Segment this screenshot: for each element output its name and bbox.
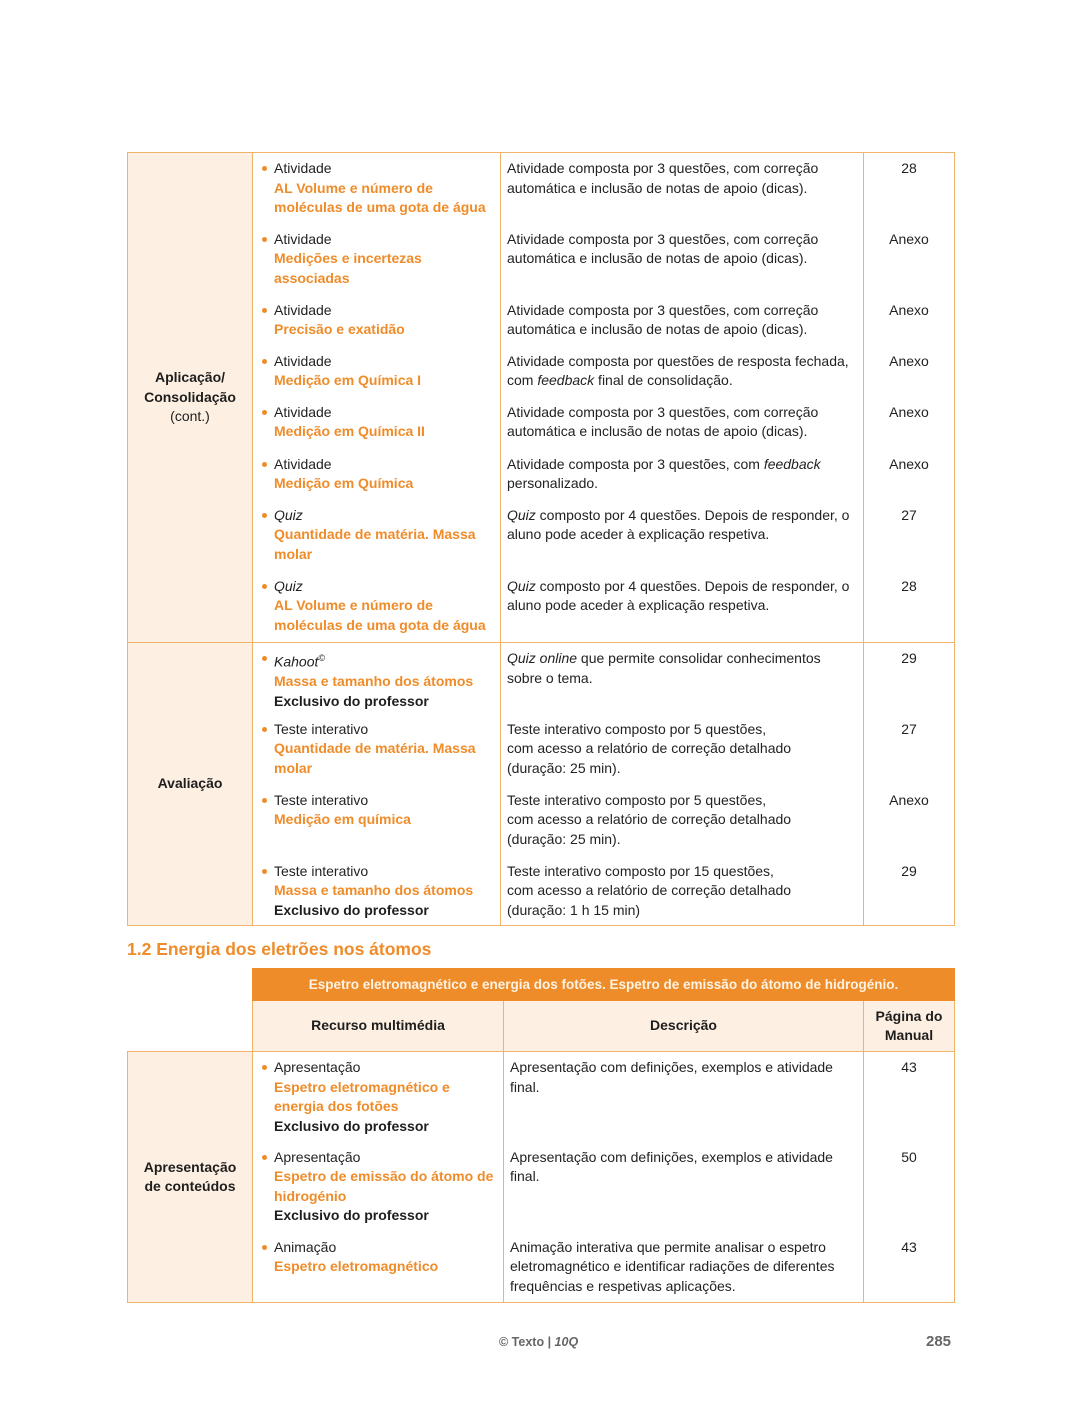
column-header-page xyxy=(864,1001,955,1052)
page-cell xyxy=(864,449,955,500)
category-label: Apresentação xyxy=(143,1158,237,1175)
topic-header: Espetro eletromagnético e energia dos fotões. Espetro de emissão do átomo de hidrogénio. xyxy=(253,969,955,1001)
description xyxy=(507,578,849,614)
list-item xyxy=(259,1148,497,1226)
resource-cell xyxy=(253,714,501,785)
category-label: Aplicação/ xyxy=(154,369,226,386)
resource-title-link[interactable]: Massa e tamanho dos átomos xyxy=(274,882,474,898)
list-item xyxy=(259,1238,497,1277)
resource-cell xyxy=(253,643,501,714)
page-cell xyxy=(864,785,955,856)
page-cell xyxy=(864,295,955,346)
description-cell xyxy=(501,500,864,571)
list-item xyxy=(259,230,494,289)
table-row xyxy=(128,643,955,714)
list-item xyxy=(259,352,494,391)
list-item xyxy=(259,577,494,636)
description-cell xyxy=(504,1052,864,1142)
list-item xyxy=(259,403,494,442)
resource-type: Atividade xyxy=(274,230,332,247)
description-line: Teste interativo composto por 5 questões, xyxy=(507,720,767,737)
exclusive-label: Exclusivo do professor xyxy=(274,1117,429,1134)
description-line: (duração: 25 min). xyxy=(507,830,621,847)
description: Atividade composta por 3 questões, com correção automática e inclusão de notas de apoio (dicas). xyxy=(507,301,819,337)
resource-type: Atividade xyxy=(274,403,332,420)
page-number: Anexo xyxy=(889,403,929,420)
resource-cell xyxy=(253,785,501,856)
resource-title-link[interactable]: Massa e tamanho dos átomos xyxy=(274,673,474,690)
table-row xyxy=(128,1232,955,1303)
description: Atividade composta por 3 questões, com correção automática e inclusão de notas de apoio (dicas). xyxy=(507,160,819,196)
table-row xyxy=(128,397,955,449)
resource-cell xyxy=(253,571,501,643)
resource-type: Teste interativo xyxy=(274,720,369,737)
page-cell xyxy=(864,1142,955,1232)
category-cell xyxy=(128,1052,253,1303)
page-number: 43 xyxy=(901,1238,917,1255)
category-cell xyxy=(128,153,253,643)
footer-copyright xyxy=(499,1335,578,1349)
description-text: final de consolidação. xyxy=(594,372,733,388)
description: Atividade composta por 3 questões, com correção automática e inclusão de notas de apoio (dicas). xyxy=(507,230,819,266)
resource-title-link[interactable]: Quantidade de matéria. Massa molar xyxy=(274,740,476,776)
page-cell xyxy=(864,346,955,397)
description-text: personalizado. xyxy=(507,475,599,491)
resource-title-link[interactable]: Espetro eletromagnético e energia dos fotões xyxy=(274,1078,450,1114)
resource-cell xyxy=(253,449,501,500)
description-cell xyxy=(501,295,864,346)
list-item xyxy=(259,159,494,218)
resource-cell xyxy=(253,1052,504,1142)
resource-type: Quiz xyxy=(274,577,303,594)
page-number: 43 xyxy=(901,1059,917,1075)
category-sub-label: (cont.) xyxy=(170,408,210,425)
resource-cell xyxy=(253,500,501,571)
table-row xyxy=(128,346,955,397)
resource-type: Animação xyxy=(274,1238,337,1255)
description: Apresentação com definições, exemplos e atividade final. xyxy=(510,1059,833,1095)
list-item xyxy=(259,301,494,340)
table-row xyxy=(128,1052,955,1142)
column-header-resource: Recurso multimédia xyxy=(253,1001,504,1052)
header-line: Manual xyxy=(884,1027,934,1043)
category-label: Consolidação xyxy=(144,388,236,405)
resources-table-continued xyxy=(127,152,955,926)
resource-type-text: Kahoot xyxy=(274,653,319,670)
page-number: Anexo xyxy=(889,230,929,247)
description-text: Atividade composta por 3 questões, com xyxy=(507,455,764,472)
description-italic: Quiz xyxy=(507,577,536,594)
resource-title-link[interactable]: Medição em Química xyxy=(274,475,414,491)
page-cell xyxy=(864,397,955,449)
table-row xyxy=(128,1142,955,1232)
page-number: Anexo xyxy=(889,455,929,472)
list-item xyxy=(259,506,494,565)
description-line: com acesso a relatório de correção detalhado xyxy=(507,740,792,756)
table-row xyxy=(128,449,955,500)
description: Animação interativa que permite analisar o espetro eletromagnético e identificar radiações de diferentes frequências e respetivas aplicações. xyxy=(510,1238,835,1294)
page-number: Anexo xyxy=(889,352,929,369)
resource-cell xyxy=(253,153,501,224)
page-cell xyxy=(864,571,955,643)
page-cell xyxy=(864,643,955,714)
category-cell xyxy=(128,643,253,926)
list-item xyxy=(259,455,494,494)
page-number: 28 xyxy=(901,160,917,176)
resource-type: Apresentação xyxy=(274,1148,361,1165)
resources-table xyxy=(127,968,955,1303)
column-header-row xyxy=(128,1001,955,1052)
description-cell xyxy=(501,153,864,224)
resource-type: Teste interativo xyxy=(274,791,369,808)
description xyxy=(507,650,821,686)
table-row xyxy=(128,153,955,224)
description: Atividade composta por 3 questões, com correção automática e inclusão de notas de apoio (dicas). xyxy=(507,403,819,439)
description-line: Teste interativo composto por 15 questões, xyxy=(507,862,774,879)
page-number: 28 xyxy=(901,577,917,594)
resource-cell xyxy=(253,397,501,449)
table-row xyxy=(128,224,955,295)
description-cell xyxy=(501,449,864,500)
table-row xyxy=(128,714,955,785)
description-cell xyxy=(501,571,864,643)
page-cell xyxy=(864,153,955,224)
resource-cell xyxy=(253,856,501,926)
resource-title-link[interactable]: AL Volume e número de moléculas de uma gota de água xyxy=(274,179,486,215)
resource-type: Quiz xyxy=(274,506,303,523)
description-text: composto por 4 questões. Depois de responder, o aluno pode aceder à explicação respetiva. xyxy=(507,506,850,542)
description-italic: feedback xyxy=(763,455,821,472)
resource-title-link[interactable]: AL Volume e número de moléculas de uma gota de água xyxy=(274,597,486,633)
column-header-description: Descrição xyxy=(504,1001,864,1052)
resource-title-link[interactable]: Espetro de emissão do átomo de hidrogénio xyxy=(274,1168,494,1204)
resource-type: Apresentação xyxy=(274,1059,361,1075)
page-cell xyxy=(864,1232,955,1303)
page-number: 50 xyxy=(901,1148,917,1165)
table-row xyxy=(128,856,955,926)
resource-title-link[interactable]: Precisão e exatidão xyxy=(274,321,405,337)
resource-cell xyxy=(253,224,501,295)
description-cell xyxy=(501,643,864,714)
blank-cell xyxy=(128,969,253,1001)
page-cell xyxy=(864,500,955,571)
description-cell xyxy=(501,785,864,856)
header-line: Página do xyxy=(875,1007,943,1024)
description-italic: feedback xyxy=(537,372,595,388)
resource-title-link[interactable]: Medição em Química I xyxy=(274,372,422,388)
resource-type: Teste interativo xyxy=(274,862,369,879)
list-item xyxy=(259,720,494,779)
description xyxy=(507,456,821,492)
description-line: (duração: 1 h 15 min) xyxy=(507,901,641,918)
table-row xyxy=(128,785,955,856)
resource-cell xyxy=(253,1232,504,1303)
resource-title-link[interactable]: Espetro eletromagnético xyxy=(274,1258,439,1274)
resource-title-link[interactable]: Medições e incertezas associadas xyxy=(274,250,422,286)
section-heading: 1.2 Energia dos eletrões nos átomos xyxy=(127,939,432,959)
description-line: (duração: 25 min). xyxy=(507,759,621,776)
topic-header-row xyxy=(128,969,955,1001)
page-cell xyxy=(864,856,955,926)
description xyxy=(507,353,849,389)
resource-type: Atividade xyxy=(274,301,332,318)
list-item xyxy=(259,862,494,921)
page-number: Anexo xyxy=(889,791,929,808)
description-text: que permite consolidar conhecimentos sobre o tema. xyxy=(507,650,821,686)
category-label: de conteúdos xyxy=(144,1178,236,1194)
description-cell xyxy=(501,397,864,449)
resource-title-link[interactable]: Medição em química xyxy=(274,811,411,827)
page-cell xyxy=(864,714,955,785)
resource-type: Atividade xyxy=(274,455,332,472)
description-cell xyxy=(504,1142,864,1232)
description-text: Atividade composta por questões de resposta fechada, com xyxy=(507,352,849,388)
page-number: 27 xyxy=(901,720,917,737)
book-name: 10Q xyxy=(554,1335,579,1349)
description-line: Teste interativo composto por 5 questões, xyxy=(507,791,767,808)
description: Apresentação com definições, exemplos e atividade final. xyxy=(510,1148,833,1184)
page-number: 29 xyxy=(901,650,917,666)
resource-cell xyxy=(253,295,501,346)
description-cell xyxy=(501,714,864,785)
copyright-mark: © xyxy=(318,653,326,663)
page-number: 27 xyxy=(901,506,917,523)
resource-cell xyxy=(253,1142,504,1232)
page-number: Anexo xyxy=(889,301,929,318)
page-number-footer: 285 xyxy=(926,1333,952,1350)
page-number: 29 xyxy=(901,862,917,879)
list-item xyxy=(259,1058,497,1136)
resource-type: Atividade xyxy=(274,160,332,176)
exclusive-label: Exclusivo do professor xyxy=(274,1207,429,1223)
resource-title-link[interactable]: Medição em Química II xyxy=(274,423,425,439)
resource-type: Atividade xyxy=(274,352,332,369)
table-row xyxy=(128,500,955,571)
exclusive-label: Exclusivo do professor xyxy=(274,901,429,918)
list-item xyxy=(259,791,494,830)
description-line: com acesso a relatório de correção detalhado xyxy=(507,811,792,827)
description-italic: Quiz online xyxy=(507,650,578,666)
copyright-text: © Texto | xyxy=(499,1335,555,1349)
table-row xyxy=(128,571,955,643)
list-item xyxy=(259,649,494,711)
description-text: composto por 4 questões. Depois de responder, o aluno pode aceder à explicação respetiva. xyxy=(507,577,850,613)
description-cell xyxy=(504,1232,864,1303)
exclusive-label: Exclusivo do professor xyxy=(274,692,429,709)
description xyxy=(507,507,849,543)
description-cell xyxy=(501,856,864,926)
resource-title-link[interactable]: Quantidade de matéria. Massa molar xyxy=(274,526,476,562)
description-cell xyxy=(501,346,864,397)
description-italic: Quiz xyxy=(507,506,536,523)
page-cell xyxy=(864,224,955,295)
page-cell xyxy=(864,1052,955,1142)
resource-cell xyxy=(253,346,501,397)
blank-cell xyxy=(128,1001,253,1052)
description-cell xyxy=(501,224,864,295)
category-label: Avaliação xyxy=(157,775,223,792)
description-line: com acesso a relatório de correção detalhado xyxy=(507,882,792,898)
resource-type xyxy=(274,649,494,672)
table-row xyxy=(128,295,955,346)
